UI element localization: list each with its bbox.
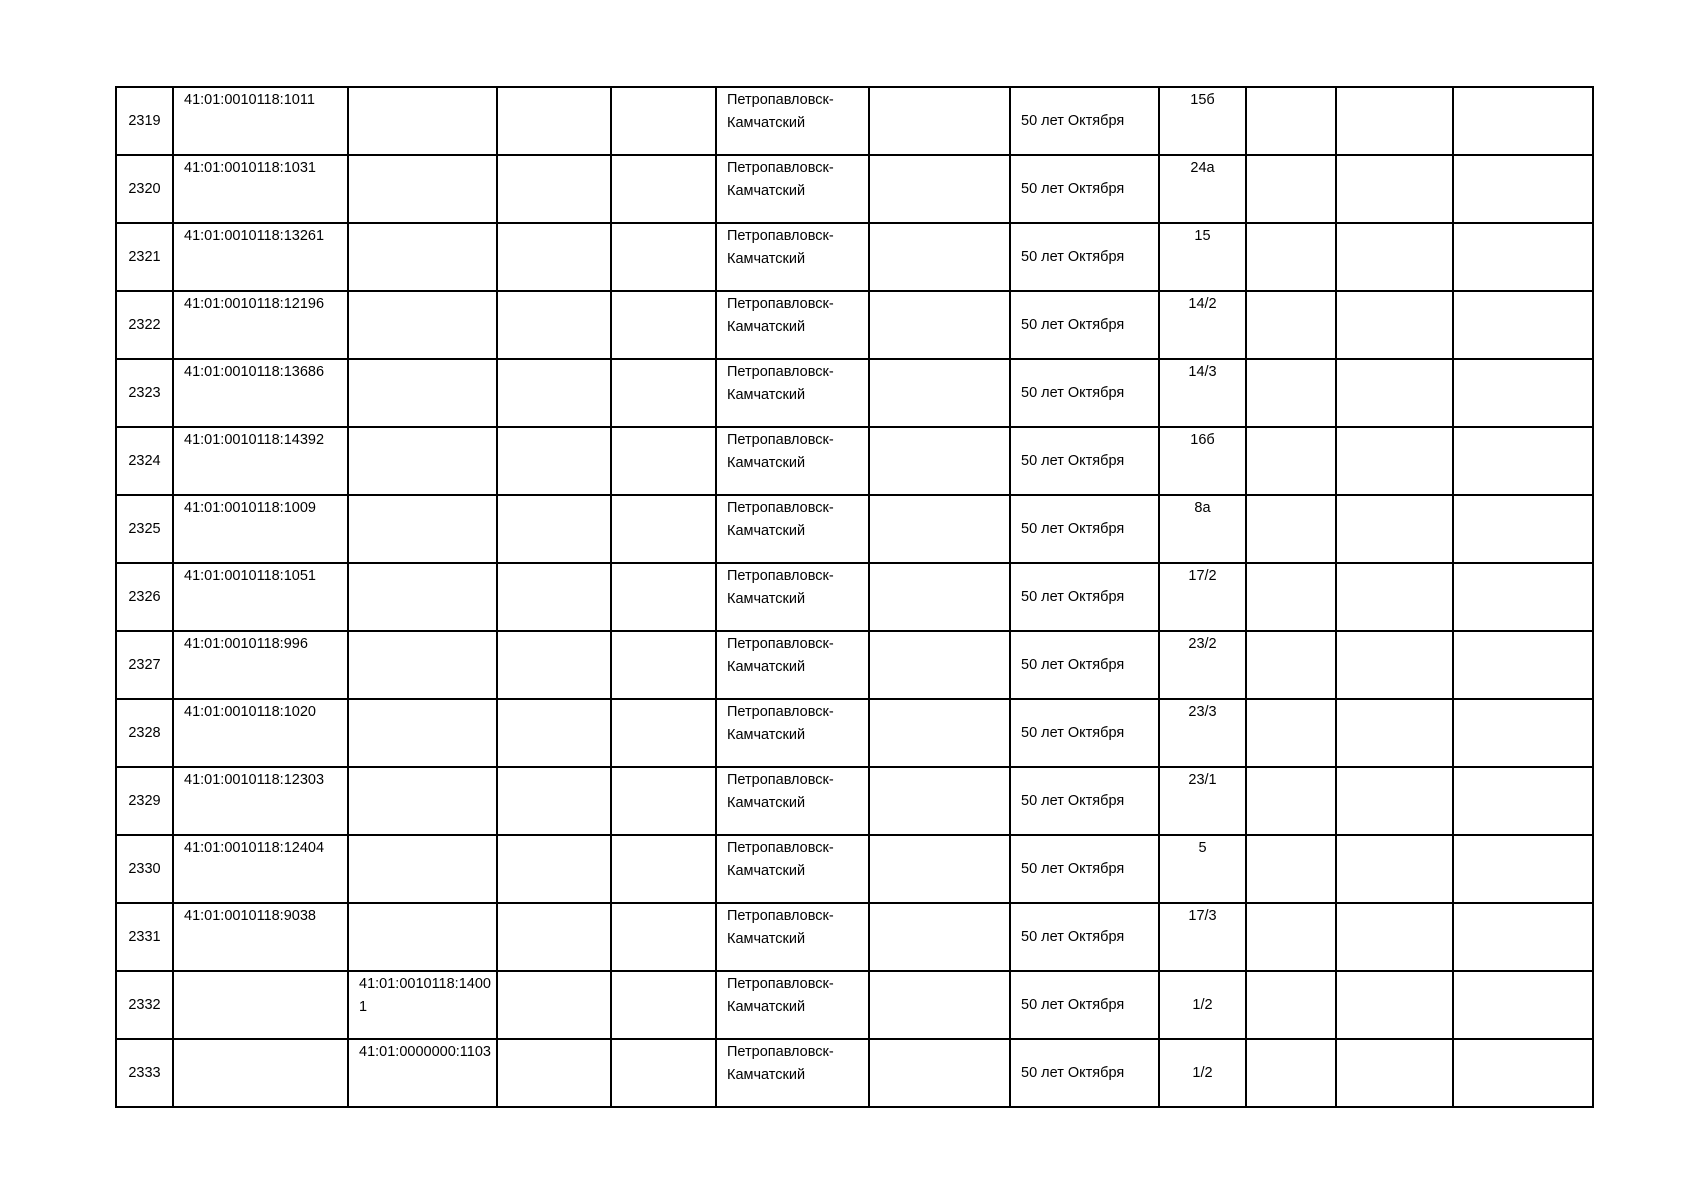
empty-cell xyxy=(1336,155,1453,223)
empty-cell xyxy=(1336,291,1453,359)
cadastral-number-alt-cell xyxy=(348,495,497,563)
street-cell: 50 лет Октября xyxy=(1010,903,1159,971)
cadastral-number-alt-cell: 41:01:0010118:14001 xyxy=(348,971,497,1039)
empty-cell xyxy=(611,1039,716,1107)
row-number-cell: 2325 xyxy=(116,495,173,563)
table-row xyxy=(116,155,1593,223)
cadastral-number-alt-cell xyxy=(348,359,497,427)
empty-cell xyxy=(1336,495,1453,563)
house-number-cell: 24а xyxy=(1159,155,1246,223)
cadastral-number-alt-cell xyxy=(348,427,497,495)
empty-cell xyxy=(611,495,716,563)
row-number-cell: 2324 xyxy=(116,427,173,495)
empty-cell xyxy=(611,155,716,223)
city-cell: Петропавловск-Камчатский xyxy=(716,291,869,359)
empty-cell xyxy=(869,563,1010,631)
city-cell: Петропавловск-Камчатский xyxy=(716,835,869,903)
empty-cell xyxy=(497,631,611,699)
empty-cell xyxy=(1453,971,1593,1039)
city-cell: Петропавловск-Камчатский xyxy=(716,1039,869,1107)
empty-cell xyxy=(497,699,611,767)
cadastral-number-alt-cell xyxy=(348,291,497,359)
empty-cell xyxy=(497,1039,611,1107)
city-cell: Петропавловск-Камчатский xyxy=(716,427,869,495)
table-row xyxy=(116,903,1593,971)
house-number-cell: 15 xyxy=(1159,223,1246,291)
empty-cell xyxy=(1246,563,1336,631)
empty-cell xyxy=(869,223,1010,291)
empty-cell xyxy=(1336,87,1453,155)
empty-cell xyxy=(1453,427,1593,495)
empty-cell xyxy=(1453,223,1593,291)
cadastral-number-cell: 41:01:0010118:9038 xyxy=(173,903,348,971)
empty-cell xyxy=(611,359,716,427)
table-row xyxy=(116,223,1593,291)
row-number-cell: 2330 xyxy=(116,835,173,903)
cadastral-number-cell: 41:01:0010118:13686 xyxy=(173,359,348,427)
empty-cell xyxy=(1336,563,1453,631)
table-row xyxy=(116,87,1593,155)
table-row xyxy=(116,427,1593,495)
table-row xyxy=(116,495,1593,563)
cadastral-number-alt-cell xyxy=(348,835,497,903)
empty-cell xyxy=(611,87,716,155)
empty-cell xyxy=(497,495,611,563)
empty-cell xyxy=(497,359,611,427)
empty-cell xyxy=(611,903,716,971)
empty-cell xyxy=(1246,767,1336,835)
street-cell: 50 лет Октября xyxy=(1010,699,1159,767)
cadastral-number-alt-cell xyxy=(348,87,497,155)
empty-cell xyxy=(1336,903,1453,971)
city-cell: Петропавловск-Камчатский xyxy=(716,903,869,971)
empty-cell xyxy=(497,767,611,835)
street-cell: 50 лет Октября xyxy=(1010,631,1159,699)
registry-table xyxy=(115,86,1594,1108)
city-cell: Петропавловск-Камчатский xyxy=(716,155,869,223)
empty-cell xyxy=(869,1039,1010,1107)
empty-cell xyxy=(1246,903,1336,971)
city-cell: Петропавловск-Камчатский xyxy=(716,699,869,767)
empty-cell xyxy=(869,699,1010,767)
table-row xyxy=(116,631,1593,699)
city-cell: Петропавловск-Камчатский xyxy=(716,563,869,631)
table-row xyxy=(116,563,1593,631)
empty-cell xyxy=(1336,1039,1453,1107)
house-number-cell: 14/2 xyxy=(1159,291,1246,359)
empty-cell xyxy=(497,427,611,495)
table-body xyxy=(116,87,1593,1107)
row-number-cell: 2332 xyxy=(116,971,173,1039)
house-number-cell: 23/2 xyxy=(1159,631,1246,699)
cadastral-number-alt-cell xyxy=(348,223,497,291)
empty-cell xyxy=(1453,835,1593,903)
street-cell: 50 лет Октября xyxy=(1010,155,1159,223)
cadastral-number-alt-cell xyxy=(348,903,497,971)
empty-cell xyxy=(869,359,1010,427)
empty-cell xyxy=(1453,1039,1593,1107)
house-number-cell: 5 xyxy=(1159,835,1246,903)
house-number-cell: 15б xyxy=(1159,87,1246,155)
table-row xyxy=(116,291,1593,359)
empty-cell xyxy=(1246,631,1336,699)
street-cell: 50 лет Октября xyxy=(1010,563,1159,631)
cadastral-number-cell xyxy=(173,1039,348,1107)
row-number-cell: 2319 xyxy=(116,87,173,155)
house-number-cell: 1/2 xyxy=(1159,1039,1246,1107)
row-number-cell: 2329 xyxy=(116,767,173,835)
empty-cell xyxy=(1336,971,1453,1039)
city-cell: Петропавловск-Камчатский xyxy=(716,971,869,1039)
empty-cell xyxy=(1453,495,1593,563)
empty-cell xyxy=(611,835,716,903)
empty-cell xyxy=(869,291,1010,359)
empty-cell xyxy=(1453,903,1593,971)
row-number-cell: 2333 xyxy=(116,1039,173,1107)
empty-cell xyxy=(869,631,1010,699)
city-cell: Петропавловск-Камчатский xyxy=(716,495,869,563)
empty-cell xyxy=(1246,971,1336,1039)
empty-cell xyxy=(869,155,1010,223)
cadastral-number-alt-cell xyxy=(348,155,497,223)
row-number-cell: 2327 xyxy=(116,631,173,699)
empty-cell xyxy=(1336,359,1453,427)
empty-cell xyxy=(1246,1039,1336,1107)
cadastral-number-alt-cell: 41:01:0000000:1103 xyxy=(348,1039,497,1107)
empty-cell xyxy=(611,223,716,291)
empty-cell xyxy=(1246,835,1336,903)
empty-cell xyxy=(1453,563,1593,631)
house-number-cell: 16б xyxy=(1159,427,1246,495)
street-cell: 50 лет Октября xyxy=(1010,1039,1159,1107)
table-row xyxy=(116,1039,1593,1107)
empty-cell xyxy=(611,631,716,699)
empty-cell xyxy=(497,223,611,291)
empty-cell xyxy=(1336,699,1453,767)
empty-cell xyxy=(869,903,1010,971)
empty-cell xyxy=(497,971,611,1039)
house-number-cell: 14/3 xyxy=(1159,359,1246,427)
empty-cell xyxy=(1246,87,1336,155)
cadastral-number-alt-cell xyxy=(348,767,497,835)
row-number-cell: 2323 xyxy=(116,359,173,427)
empty-cell xyxy=(497,903,611,971)
empty-cell xyxy=(1453,291,1593,359)
row-number-cell: 2321 xyxy=(116,223,173,291)
house-number-cell: 17/3 xyxy=(1159,903,1246,971)
street-cell: 50 лет Октября xyxy=(1010,427,1159,495)
empty-cell xyxy=(611,767,716,835)
empty-cell xyxy=(611,291,716,359)
house-number-cell: 1/2 xyxy=(1159,971,1246,1039)
street-cell: 50 лет Октября xyxy=(1010,767,1159,835)
cadastral-number-cell xyxy=(173,971,348,1039)
empty-cell xyxy=(1336,767,1453,835)
city-cell: Петропавловск-Камчатский xyxy=(716,767,869,835)
empty-cell xyxy=(1336,223,1453,291)
empty-cell xyxy=(1336,427,1453,495)
empty-cell xyxy=(1453,767,1593,835)
empty-cell xyxy=(1453,699,1593,767)
row-number-cell: 2328 xyxy=(116,699,173,767)
empty-cell xyxy=(497,155,611,223)
row-number-cell: 2326 xyxy=(116,563,173,631)
empty-cell xyxy=(1453,87,1593,155)
cadastral-number-cell: 41:01:0010118:1031 xyxy=(173,155,348,223)
empty-cell xyxy=(869,427,1010,495)
empty-cell xyxy=(1246,495,1336,563)
row-number-cell: 2322 xyxy=(116,291,173,359)
cadastral-number-cell: 41:01:0010118:14392 xyxy=(173,427,348,495)
empty-cell xyxy=(1246,359,1336,427)
house-number-cell: 23/3 xyxy=(1159,699,1246,767)
empty-cell xyxy=(1246,223,1336,291)
city-cell: Петропавловск-Камчатский xyxy=(716,359,869,427)
empty-cell xyxy=(611,971,716,1039)
cadastral-number-cell: 41:01:0010118:996 xyxy=(173,631,348,699)
row-number-cell: 2331 xyxy=(116,903,173,971)
cadastral-number-cell: 41:01:0010118:1020 xyxy=(173,699,348,767)
street-cell: 50 лет Октября xyxy=(1010,223,1159,291)
empty-cell xyxy=(1453,359,1593,427)
empty-cell xyxy=(869,835,1010,903)
empty-cell xyxy=(497,835,611,903)
empty-cell xyxy=(1336,835,1453,903)
cadastral-number-cell: 41:01:0010118:13261 xyxy=(173,223,348,291)
cadastral-number-cell: 41:01:0010118:1011 xyxy=(173,87,348,155)
street-cell: 50 лет Октября xyxy=(1010,359,1159,427)
empty-cell xyxy=(1453,155,1593,223)
cadastral-number-alt-cell xyxy=(348,631,497,699)
street-cell: 50 лет Октября xyxy=(1010,495,1159,563)
empty-cell xyxy=(869,767,1010,835)
house-number-cell: 17/2 xyxy=(1159,563,1246,631)
empty-cell xyxy=(1246,699,1336,767)
empty-cell xyxy=(1246,155,1336,223)
empty-cell xyxy=(1246,291,1336,359)
empty-cell xyxy=(1336,631,1453,699)
empty-cell xyxy=(869,971,1010,1039)
cadastral-number-cell: 41:01:0010118:1009 xyxy=(173,495,348,563)
house-number-cell: 23/1 xyxy=(1159,767,1246,835)
empty-cell xyxy=(1246,427,1336,495)
cadastral-number-cell: 41:01:0010118:12404 xyxy=(173,835,348,903)
table-row xyxy=(116,359,1593,427)
street-cell: 50 лет Октября xyxy=(1010,971,1159,1039)
city-cell: Петропавловск-Камчатский xyxy=(716,223,869,291)
cadastral-number-cell: 41:01:0010118:12196 xyxy=(173,291,348,359)
house-number-cell: 8а xyxy=(1159,495,1246,563)
cadastral-number-cell: 41:01:0010118:1051 xyxy=(173,563,348,631)
empty-cell xyxy=(611,427,716,495)
table-row xyxy=(116,699,1593,767)
empty-cell xyxy=(611,699,716,767)
table-row xyxy=(116,767,1593,835)
cadastral-number-alt-cell xyxy=(348,563,497,631)
empty-cell xyxy=(1453,631,1593,699)
empty-cell xyxy=(497,87,611,155)
street-cell: 50 лет Октября xyxy=(1010,291,1159,359)
empty-cell xyxy=(497,291,611,359)
street-cell: 50 лет Октября xyxy=(1010,87,1159,155)
table-row xyxy=(116,835,1593,903)
street-cell: 50 лет Октября xyxy=(1010,835,1159,903)
empty-cell xyxy=(869,495,1010,563)
empty-cell xyxy=(497,563,611,631)
city-cell: Петропавловск-Камчатский xyxy=(716,631,869,699)
cadastral-number-cell: 41:01:0010118:12303 xyxy=(173,767,348,835)
row-number-cell: 2320 xyxy=(116,155,173,223)
empty-cell xyxy=(611,563,716,631)
empty-cell xyxy=(869,87,1010,155)
city-cell: Петропавловск-Камчатский xyxy=(716,87,869,155)
table-row xyxy=(116,971,1593,1039)
cadastral-number-alt-cell xyxy=(348,699,497,767)
